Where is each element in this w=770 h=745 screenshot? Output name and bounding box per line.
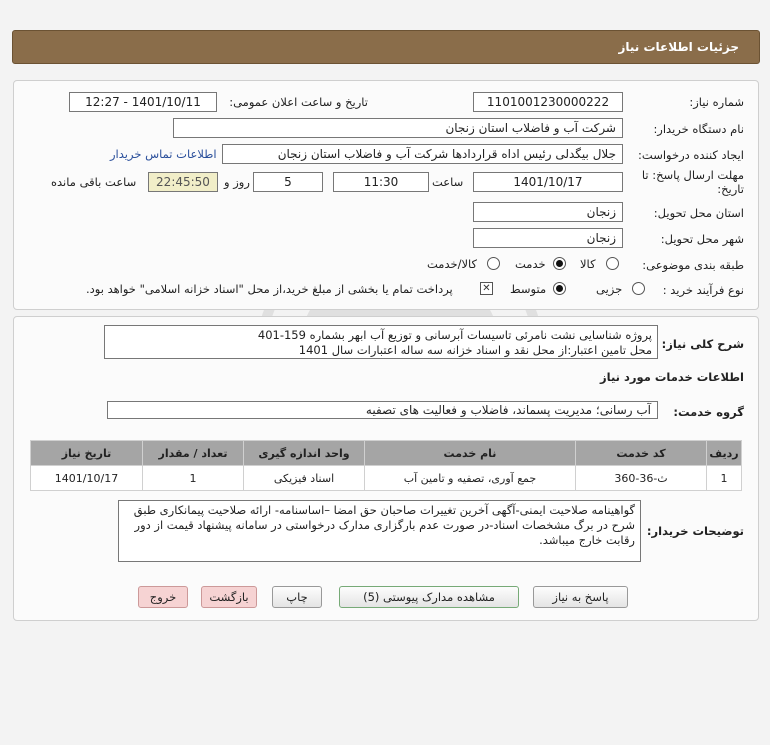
cell-quantity: 1 [143,466,243,490]
deadline-date-field: 1401/10/17 [473,172,623,192]
page-title: جزئیات اطلاعات نیاز [618,40,739,54]
col-header-need-date: تاریخ نیاز [31,441,142,465]
treasury-payment-checkbox[interactable]: ✕ [480,282,493,295]
province-field: زنجان [473,202,623,222]
province-label: استان محل تحویل: [653,206,744,220]
buyer-org-label: نام دستگاه خریدار: [653,122,744,136]
need-number-field: 1101001230000222 [473,92,623,112]
creator-label: ایجاد کننده درخواست: [638,148,744,162]
announce-field: 1401/10/11 - 12:27 [69,92,217,112]
process-label: نوع فرآیند خرید : [662,283,744,297]
reply-button[interactable]: پاسخ به نیاز [533,586,628,608]
description-box [104,325,658,359]
table-header-row [31,441,741,465]
remaining-time-field: 22:45:50 [148,172,218,192]
description-line-2: محل تامین اعتبار:از محل نقد و اسناد خزانه سه ساله اعتبارات سال 1401 [298,343,652,357]
service-group-field: آب رسانی؛ مدیریت پسماند، فاضلاب و فعالیت های تصفیه [107,401,658,419]
treasury-payment-note: پرداخت تمام یا بخشی از مبلغ خرید،از محل "اسناد خزانه اسلامی" خواهد بود. [86,282,453,296]
deadline-label-1: مهلت ارسال پاسخ: تا [641,168,744,182]
announce-label: تاریخ و ساعت اعلان عمومی: [229,95,368,109]
buyer-notes-box: گواهینامه صلاحیت ایمنی-آگهی آخرین تغییرات صاحبان حق امضا –اساسنامه- ارائه صلاحیت پیمانکاری طبق شرح در برگ مشخصات اسناد-در صورت عدم بارگزاری مدارک درخواستی در سامانه پیشنهاد قیمت از دور رقابت خارج میباشد. [118,500,641,562]
category-option-service: خدمت [515,257,546,271]
cell-unit: اسناد فیزیکی [244,466,364,490]
col-header-quantity: تعداد / مقدار [143,441,243,465]
description-line-1: پروژه شناسایی نشت نامرئی تاسیسات آبرسانی و توزیع آب ابهر بشماره 159-401 [257,328,652,342]
table-row [31,466,741,490]
remaining-time-label: ساعت باقی مانده [51,175,137,189]
cell-service-name: جمع آوری، تصفیه و تامین آب [365,466,575,490]
back-button[interactable]: بازگشت [201,586,257,608]
services-section-title: اطلاعات خدمات مورد نیاز [600,370,744,384]
city-field: زنجان [473,228,623,248]
service-group-label: گروه خدمت: [673,405,744,419]
category-radio-goods-service[interactable] [487,257,500,270]
category-label: طبقه بندی موضوعی: [642,258,744,272]
buyer-contact-link[interactable]: اطلاعات تماس خریدار [110,147,217,161]
deadline-time-field: 11:30 [333,172,429,192]
process-option-minor: جزیی [596,282,623,296]
deadline-time-label: ساعت [432,175,464,189]
col-header-row-number: ردیف [707,441,741,465]
description-label: شرح کلی نیاز: [661,337,744,351]
category-option-goods-service: کالا/خدمت [427,257,478,271]
buyer-notes-label: توضیحات خریدار: [646,524,744,538]
category-option-goods: کالا [580,257,596,271]
city-label: شهر محل تحویل: [660,232,744,246]
process-option-medium: متوسط [510,282,547,296]
deadline-label-2: تاریخ: [717,182,744,196]
days-field: 5 [253,172,323,192]
col-header-unit: واحد اندازه گیری [244,441,364,465]
col-header-service-code: کد خدمت [576,441,706,465]
creator-field: جلال بیگدلی رئیس اداه قراردادها شرکت آب و فاضلاب استان زنجان [222,144,623,164]
exit-button[interactable]: خروج [138,586,188,608]
cell-need-date: 1401/10/17 [31,466,142,490]
days-label: روز و [224,175,250,189]
process-radio-minor[interactable] [632,282,645,295]
buyer-org-field: شرکت آب و فاضلاب استان زنجان [173,118,623,138]
print-button[interactable]: چاپ [272,586,322,608]
cell-service-code: ث-36-360 [576,466,706,490]
cell-row-number: 1 [707,466,741,490]
attachments-button[interactable]: مشاهده مدارک پیوستی (5) [339,586,519,608]
category-radio-service[interactable] [553,257,566,270]
services-table [30,440,742,491]
category-radio-goods[interactable] [606,257,619,270]
process-radio-medium[interactable] [553,282,566,295]
details-panel [13,80,759,310]
need-number-label: شماره نیاز: [689,95,744,109]
col-header-service-name: نام خدمت [365,441,575,465]
page-header [12,30,760,64]
